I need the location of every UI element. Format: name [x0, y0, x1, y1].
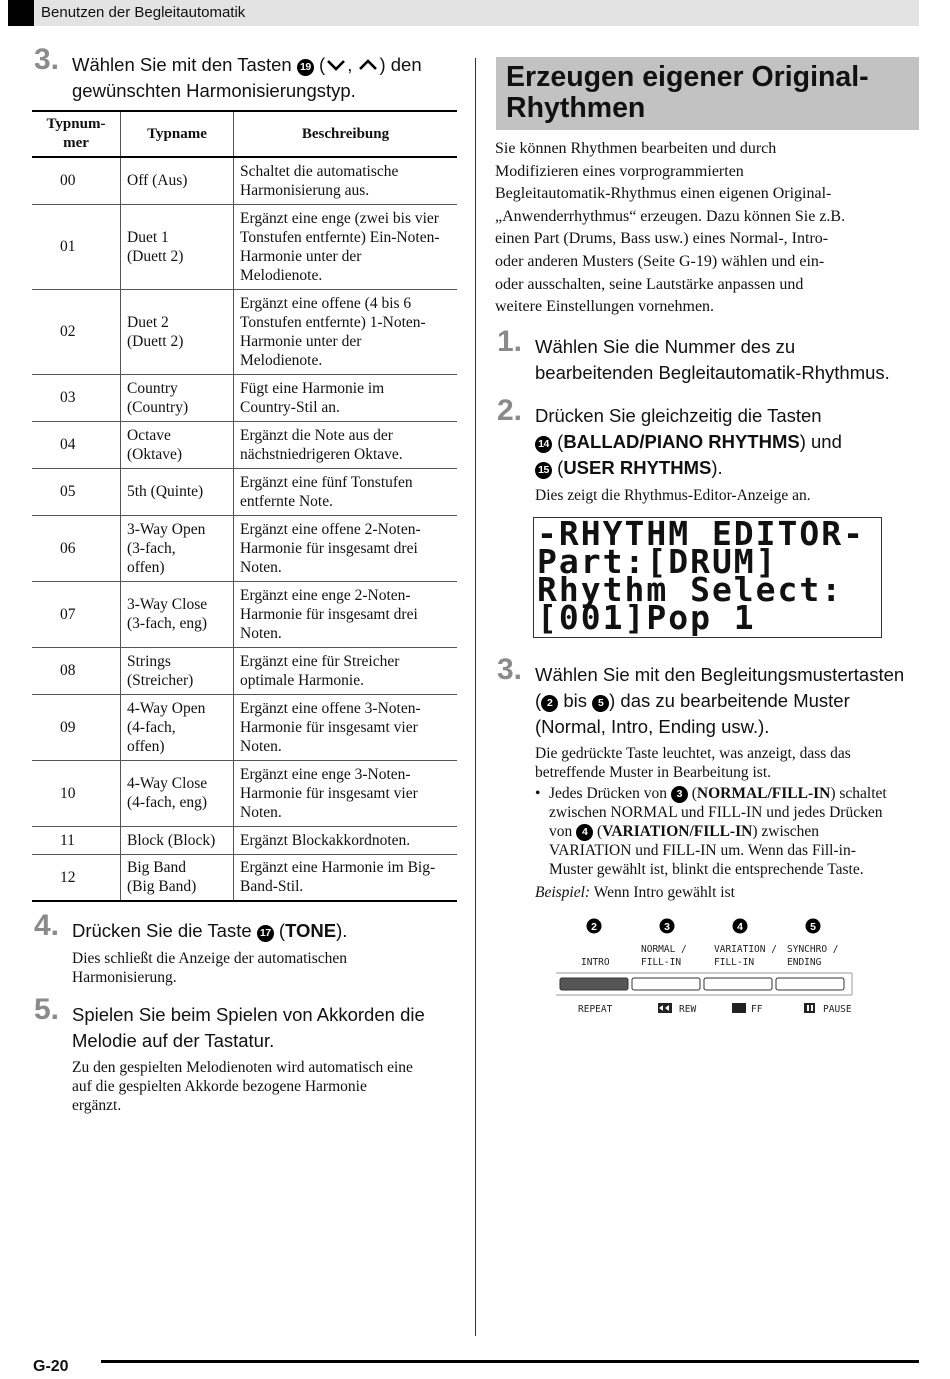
- step-number: 2.: [497, 394, 523, 427]
- lcd-line-4: [001]Pop 1: [537, 598, 756, 637]
- pattern-button[interactable]: [560, 978, 628, 990]
- type-description: Ergänzt eine Harmonie im Big- Band-Stil.: [234, 854, 458, 901]
- header-title: Benutzen der Begleitautomatik: [41, 4, 246, 21]
- type-number: 07: [32, 581, 121, 647]
- type-number: 01: [32, 204, 121, 289]
- pattern-button[interactable]: [776, 978, 844, 990]
- panel-label-top: VARIATION /: [714, 944, 777, 955]
- type-name: Octave (Oktave): [121, 421, 234, 468]
- footer-rule: [101, 1360, 919, 1363]
- type-number: 11: [32, 826, 121, 854]
- section-title: Erzeugen eigener Original- Rhythmen: [506, 61, 869, 124]
- rhythm-editor-display: [533, 517, 882, 638]
- type-name: Country (Country): [121, 374, 234, 421]
- section-intro: Sie können Rhythmen bearbeiten und durch Modifizieren eines vorprogrammierten Begleitautomatik-Rhythmus einen eigenen Original- „Anwenderrhythmus“ erzeugen. Dazu können Sie z.B. einen Part (Drums, Bass usw.) eines Normal-, Intro- oder anderen Musters (Seite G-19) wählen und ein- oder ausschalten, seine Lautstärke anpassen und weitere Einstellungen vornehmen.: [495, 140, 846, 316]
- table-row: [32, 421, 457, 468]
- type-description: Ergänzt Blockakkordnoten.: [234, 826, 458, 854]
- type-description: Ergänzt eine enge (zwei bis vier Tonstufen entfernte) Ein-Noten- Harmonie unter der Melodienote.: [234, 204, 458, 289]
- button-14-icon: 14: [535, 436, 552, 453]
- table-row: [32, 289, 457, 374]
- table-row: [32, 157, 457, 204]
- panel-label-top: SYNCHRO /: [787, 944, 839, 955]
- type-description: Fügt eine Harmonie im Country-Stil an.: [234, 374, 458, 421]
- pattern-button-panel: [556, 914, 856, 1024]
- step-4: 4. Drücken Sie die Taste 17 (TONE).: [34, 909, 348, 942]
- button-5-icon: 5: [592, 695, 609, 712]
- step-text: Wählen Sie mit den Tasten: [72, 54, 292, 75]
- type-name: Block (Block): [121, 826, 234, 854]
- panel-label-bottom: FILL-IN: [641, 957, 682, 968]
- step-3-right: 3. Wählen Sie mit den Begleitungsmustertasten ( 2 bis 5 ) das zu bearbeitende Muster (Normal, Intro, Ending usw.).: [497, 653, 905, 737]
- user-rhythms-label: USER RHYTHMS: [563, 457, 712, 478]
- type-number: 09: [32, 694, 121, 760]
- panel-label-bottom: ENDING: [787, 957, 822, 968]
- step-number: 3.: [497, 653, 523, 686]
- type-number: 02: [32, 289, 121, 374]
- button-15-icon: 15: [535, 462, 552, 479]
- lcd-line-1: -RHYTHM EDITOR-: [537, 518, 866, 553]
- step-3-bullet: • Jedes Drücken von 3 (NORMAL/FILL-IN) schaltet zwischen NORMAL und FILL-IN und jedes Drücken von 4 (VARIATION/FILL-IN) zwischen VARIATION und FILL-IN um. Wenn das Fill-in- Muster gewählt ist, blinkt die entsprechende Taste.: [535, 785, 887, 878]
- rewind-icon: [658, 1003, 672, 1013]
- pattern-button[interactable]: [632, 978, 700, 990]
- type-name: 5th (Quinte): [121, 468, 234, 515]
- table-row: [32, 826, 457, 854]
- step-2-body: Dies zeigt die Rhythmus-Editor-Anzeige an.: [535, 487, 811, 504]
- type-description: Ergänzt eine offene 2-Noten- Harmonie für insgesamt drei Noten.: [234, 515, 458, 581]
- table-row: [32, 760, 457, 826]
- page-header: [8, 0, 919, 26]
- chevron-up-icon: [357, 58, 379, 72]
- panel-under-label: REPEAT: [578, 1004, 613, 1015]
- type-name: 4-Way Open (4-fach, offen): [121, 694, 234, 760]
- table-row: [32, 468, 457, 515]
- pattern-button[interactable]: [704, 978, 772, 990]
- type-name: 3-Way Open (3-fach, offen): [121, 515, 234, 581]
- step-2: 2. Drücken Sie gleichzeitig die Tasten 14 (BALLAD/PIANO RHYTHMS) und 15 (USER RHYTHMS).: [497, 394, 842, 478]
- button-4-icon: 4: [576, 824, 593, 841]
- button-17-icon: 17: [257, 925, 274, 942]
- table-row: [32, 581, 457, 647]
- button-3-icon: 3: [671, 786, 688, 803]
- panel-label-bottom: INTRO: [581, 957, 610, 968]
- button-2-icon: 2: [541, 695, 558, 712]
- panel-label-bottom: FILL-IN: [714, 957, 755, 968]
- chevron-down-icon: [325, 58, 347, 72]
- section-title-box: [496, 57, 919, 130]
- harmonization-table: [32, 110, 457, 902]
- type-number: 05: [32, 468, 121, 515]
- type-name: Big Band (Big Band): [121, 854, 234, 901]
- step-text: Drücken Sie die Taste: [72, 920, 252, 941]
- step-number: 5.: [34, 993, 60, 1026]
- type-name: Off (Aus): [121, 157, 234, 204]
- table-row: [32, 854, 457, 901]
- header-marker: [8, 0, 34, 26]
- type-name: 3-Way Close (3-fach, eng): [121, 581, 234, 647]
- table-row: [32, 204, 457, 289]
- type-number: 08: [32, 647, 121, 694]
- col-header-typname: Typname: [121, 111, 234, 157]
- step-1: 1. Wählen Sie die Nummer des zu bearbeitenden Begleitautomatik-Rhythmus.: [497, 325, 890, 383]
- type-description: Ergänzt eine offene (4 bis 6 Tonstufen entfernte) 1-Noten- Harmonie unter der Melodienote.: [234, 289, 458, 374]
- ballad-piano-rhythms-label: BALLAD/PIANO RHYTHMS: [563, 431, 800, 452]
- example-line: Beispiel: Wenn Intro gewählt ist: [535, 884, 735, 901]
- lcd-line-2: Part:[DRUM]: [537, 542, 778, 581]
- panel-number: 3: [664, 921, 670, 933]
- type-number: 04: [32, 421, 121, 468]
- fast-forward-icon: [732, 1003, 746, 1013]
- step-number: 4.: [34, 909, 60, 942]
- tone-label: TONE: [285, 920, 337, 941]
- type-description: Ergänzt eine offene 3-Noten- Harmonie für insgesamt vier Noten.: [234, 694, 458, 760]
- col-header-description: Beschreibung: [234, 111, 458, 157]
- type-number: 10: [32, 760, 121, 826]
- type-name: Duet 1 (Duett 2): [121, 204, 234, 289]
- type-number: 03: [32, 374, 121, 421]
- table-row: [32, 374, 457, 421]
- table-row: [32, 647, 457, 694]
- type-description: Schaltet die automatische Harmonisierung aus.: [234, 157, 458, 204]
- lcd-line-3: Rhythm Select:: [537, 570, 844, 609]
- type-description: Ergänzt eine fünf Tonstufen entfernte Note.: [234, 468, 458, 515]
- step-text: gewünschten Harmonisierungstyp.: [72, 80, 356, 101]
- table-row: [32, 515, 457, 581]
- column-divider: [475, 58, 476, 1336]
- type-number: 06: [32, 515, 121, 581]
- panel-number: 2: [591, 921, 597, 933]
- type-number: 00: [32, 157, 121, 204]
- step-4-body: Dies schließt die Anzeige der automatischen Harmonisierung.: [72, 950, 348, 986]
- panel-number: 4: [737, 921, 743, 933]
- page-number: G-20: [33, 1358, 69, 1375]
- step-3-body: Die gedrückte Taste leuchtet, was anzeigt, dass das betreffende Muster in Bearbeitung ist.: [535, 745, 851, 781]
- button-19-icon: 19: [297, 59, 314, 76]
- table-row: [32, 694, 457, 760]
- col-header-typnum: Typnum- mer: [32, 111, 121, 157]
- type-name: Duet 2 (Duett 2): [121, 289, 234, 374]
- panel-under-label: FF: [751, 1004, 763, 1015]
- step-number: 1.: [497, 325, 523, 358]
- step-number: 3.: [34, 43, 60, 76]
- panel-number: 5: [810, 921, 816, 933]
- step-5: 5. Spielen Sie beim Spielen von Akkorden die Melodie auf der Tastatur.: [34, 993, 425, 1051]
- type-description: Ergänzt die Note aus der nächstniedrigeren Oktave.: [234, 421, 458, 468]
- step-5-body: Zu den gespielten Melodienoten wird automatisch eine auf die gespielten Akkorde bezogene Harmonie ergänzt.: [72, 1059, 413, 1114]
- type-number: 12: [32, 854, 121, 901]
- type-name: 4-Way Close (4-fach, eng): [121, 760, 234, 826]
- type-description: Ergänzt eine enge 2-Noten- Harmonie für insgesamt drei Noten.: [234, 581, 458, 647]
- panel-label-top: NORMAL /: [641, 944, 687, 955]
- step-text: ) den: [379, 54, 422, 75]
- type-description: Ergänzt eine enge 3-Noten- Harmonie für insgesamt vier Noten.: [234, 760, 458, 826]
- pause-icon: [804, 1003, 815, 1013]
- panel-under-label: PAUSE: [823, 1004, 852, 1015]
- panel-under-label: REW: [679, 1004, 697, 1015]
- step-3-left: 3. Wählen Sie mit den Tasten 19 ( , ) den gewünschten Harmonisierungstyp.: [34, 43, 422, 101]
- type-description: Ergänzt eine für Streicher optimale Harmonie.: [234, 647, 458, 694]
- type-name: Strings (Streicher): [121, 647, 234, 694]
